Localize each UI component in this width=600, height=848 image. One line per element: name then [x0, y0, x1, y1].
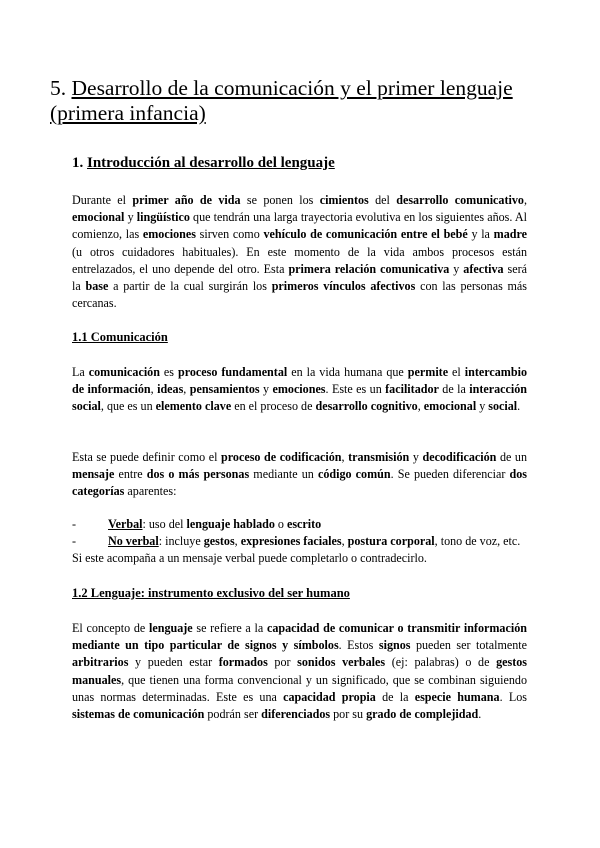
list-item-text [72, 533, 527, 567]
bold-term: intercambio de información [72, 365, 528, 397]
bold-term: capacidad propia [283, 689, 376, 704]
bold-term: mensaje [72, 467, 115, 482]
section-1-2-heading: 1.2 Lenguaje: instrumento exclusivo del ser humano [72, 586, 350, 600]
bold-term: primera relación comunicativa [288, 261, 450, 276]
bold-term: primer año de vida [132, 193, 241, 207]
bold-term: lenguaje [148, 621, 193, 635]
bold-term: social [488, 399, 518, 414]
bold-term: código común [317, 467, 391, 482]
bold-term: proceso fundamental [177, 365, 288, 379]
bold-term: escrito [286, 517, 322, 531]
intro-paragraph: Durante el primer año de vida se ponen los cimientos del desarrollo comunicativo, emocional y lingüístico que tendrán una larga trayectoria evolutiva en los siguientes años. Al comienzo, las emociones sirven como vehículo de comunicación entre el bebé y la madre (u otros cuidadores habituales). En este momento de la vida ambos procesos están entrelazados, el uno depende del otro. Esta primera relación comunicativa y afectiva será la base a partir de la cual surgirán los primeros vínculos afectivos con las personas más cercanas. [72, 193, 528, 311]
bold-term: emocional [423, 399, 477, 414]
chapter-title-text: Desarrollo de la comunicación y el primer lenguaje (primera infancia) [50, 76, 513, 125]
bold-term: arbitrarios [72, 655, 129, 670]
section-1-title: Introducción al desarrollo del lenguaje [87, 155, 335, 171]
bold-term: afectiva [463, 261, 504, 276]
bold-term: pensamientos [189, 382, 260, 397]
communication-paragraph: La comunicación es proceso fundamental en la vida humana que permite el intercambio de información, ideas, pensamientos y emociones. Este es un facilitador de la interacción social, que es un elemento clave en el proceso de desarrollo cognitivo, emocional y social. [72, 365, 528, 414]
list-term: No verbal [108, 534, 159, 548]
bold-term: base [85, 279, 109, 294]
bold-term: lenguaje hablado [186, 517, 275, 531]
list-item-text: Verbal: uso del lenguaje hablado o escrito [108, 517, 322, 531]
list-dash: - [72, 534, 77, 548]
bold-term: transmisión [348, 450, 410, 464]
bold-term: madre [493, 227, 527, 242]
bold-term: ideas [157, 382, 184, 397]
bold-term: facilitador [385, 382, 439, 397]
bold-term: gestos manuales [72, 655, 528, 687]
bold-term: cimientos [319, 193, 369, 207]
bold-term: sistemas de comunicación [72, 707, 205, 722]
chapter-title [50, 76, 550, 126]
bold-term: emocional [72, 210, 125, 225]
section-1-number: 1. [72, 155, 84, 171]
bold-term: diferenciados [261, 707, 331, 722]
list-item-verbal [72, 516, 527, 533]
bold-term: emociones [142, 227, 196, 242]
bold-term: dos categorías [72, 467, 527, 499]
bold-term: desarrollo comunicativo [396, 193, 524, 207]
bold-term: sonidos verbales [297, 655, 386, 670]
bold-term: postura corporal [347, 534, 435, 548]
bold-term: proceso de codificación [221, 450, 342, 464]
bold-term: grado de complejidad [366, 707, 479, 722]
section-1-heading [72, 154, 335, 172]
bold-term: especie humana [414, 689, 500, 704]
bold-term: primeros vínculos afectivos [271, 279, 416, 294]
bold-term: permite [407, 365, 449, 379]
section-1-1-heading: 1.1 Comunicación [72, 330, 168, 344]
bold-term: lingüístico [136, 210, 190, 225]
bold-term: vehículo de comunicación entre el bebé [263, 227, 468, 242]
bold-term: elemento clave [155, 399, 232, 414]
definition-paragraph: Esta se puede definir como el proceso de codificación, transmisión y decodificación de un mensaje entre dos o más personas mediante un código común. Se pueden diferenciar dos categorías aparentes: [72, 450, 528, 499]
list-dash: - [72, 517, 77, 531]
bold-term: signos [378, 638, 411, 653]
chapter-number: 5. [50, 76, 67, 100]
language-paragraph: El concepto de lenguaje se refiere a la capacidad de comunicar o transmitir información mediante un tipo particular de signos y símbolos. Estos signos pueden ser totalmente arbitrarios y pueden estar formados por sonidos verbales (ej: palabras) o de gestos manuales, que tienen una forma convencional y un significado, que se combinan siguiendo unas normas determinadas. Este es una capacidad propia de la especie humana. Los sistemas de comunicación podrán ser diferenciados por su grado de complejidad. [72, 621, 528, 722]
bold-term: decodificación [422, 450, 497, 464]
list-item-rich: No verbal: incluye gestos, expresiones faciales, postura corporal, tono de voz, etc. Si este acompaña a un mensaje verbal puede completarlo o contradecirlo. [72, 534, 521, 566]
bold-term: gestos [203, 534, 235, 548]
bold-term: expresiones faciales [240, 534, 342, 548]
bold-term: comunicación [88, 365, 160, 379]
list-item-no-verbal [72, 533, 527, 567]
list-term: Verbal [108, 517, 143, 531]
bold-term: capacidad de comunicar o transmitir información mediante un tipo particular de signos y símbolos [72, 621, 527, 653]
bold-term: emociones [272, 382, 326, 397]
bold-term: formados [218, 655, 268, 670]
bold-term: interacción social [72, 382, 527, 414]
bold-term: desarrollo cognitivo [315, 399, 418, 414]
bold-term: dos o más personas [146, 467, 250, 482]
